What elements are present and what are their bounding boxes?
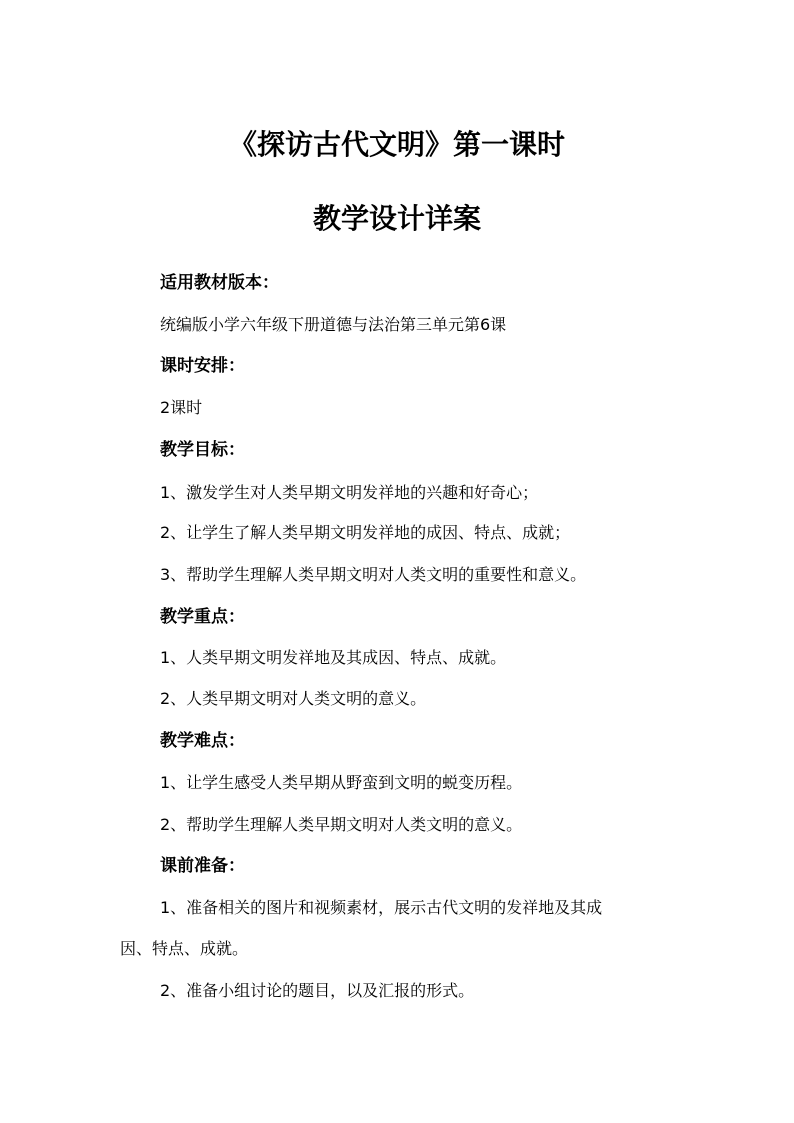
objective-item: 3、帮助学生理解人类早期文明对人类文明的重要性和意义。 <box>160 565 587 584</box>
preparation-item: 2、准备小组讨论的题目，以及汇报的形式。 <box>160 981 475 1000</box>
textbook-version-text: 统编版小学六年级下册道德与法治第三单元第6课 <box>160 315 507 334</box>
difficulty-item: 2、帮助学生理解人类早期文明对人类文明的意义。 <box>160 815 523 834</box>
difficulty-item: 1、让学生感受人类早期从野蛮到文明的蜕变历程。 <box>160 773 523 792</box>
schedule-text: 2课时 <box>160 398 203 417</box>
key-point-item: 2、人类早期文明对人类文明的意义。 <box>160 689 427 708</box>
document-title: 《探访古代文明》第一课时 <box>228 128 565 161</box>
section-heading-preparation: 课前准备： <box>160 856 245 876</box>
objective-item: 2、让学生了解人类早期文明发祥地的成因、特点、成就； <box>160 523 571 542</box>
document-subtitle: 教学设计详案 <box>312 202 481 235</box>
section-heading-objectives: 教学目标： <box>160 440 245 460</box>
section-heading-textbook: 适用教材版本： <box>160 273 279 293</box>
key-point-item: 1、人类早期文明发祥地及其成因、特点、成就。 <box>160 648 507 667</box>
preparation-item-continuation: 因、特点、成就。 <box>120 939 249 958</box>
section-heading-schedule: 课时安排： <box>160 356 245 376</box>
preparation-item: 1、准备相关的图片和视频素材，展示古代文明的发祥地及其成 <box>160 898 603 917</box>
objective-item: 1、激发学生对人类早期文明发祥地的兴趣和好奇心； <box>160 483 539 502</box>
section-heading-key-points: 教学重点： <box>160 607 245 627</box>
section-heading-difficulties: 教学难点： <box>160 731 245 751</box>
